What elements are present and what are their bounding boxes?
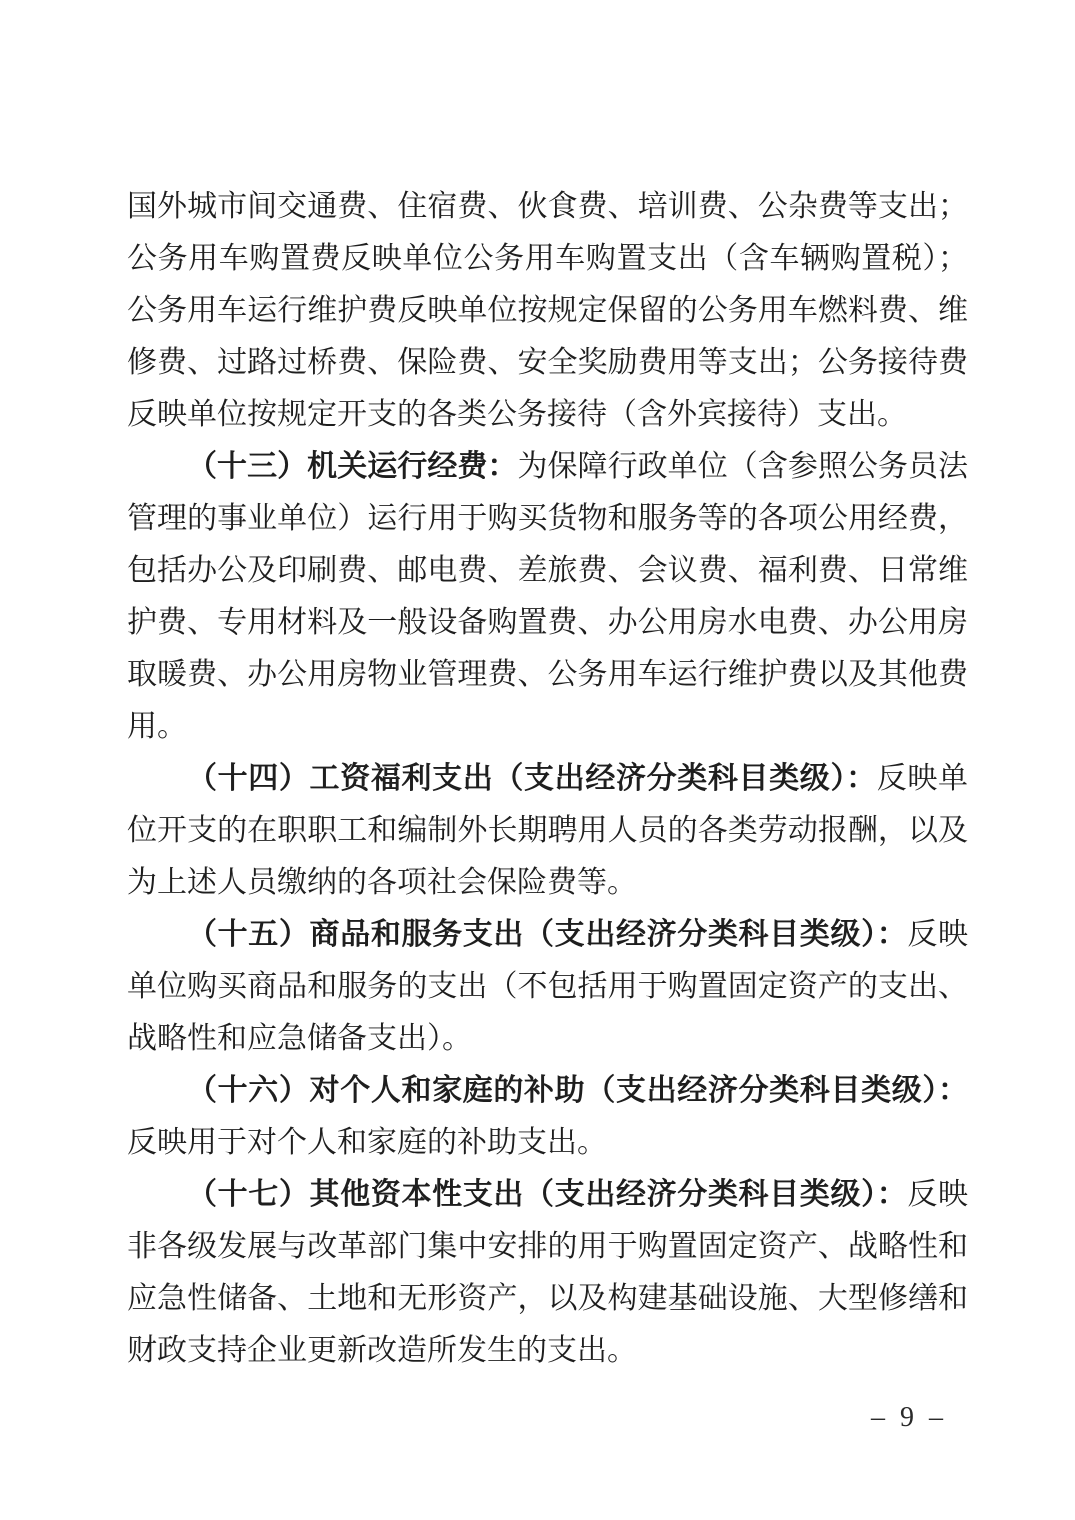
paragraph	[127, 441, 968, 753]
section-heading: （十七）其他资本性支出（支出经济分类科目类级）：	[187, 1178, 908, 1211]
body-text: 反映单位购买商品和服务的支出（不包括用于购置固定资产的支出、战略性和应急储备支出）。	[127, 918, 968, 1055]
body-text: 反映单位开支的在职职工和编制外长期聘用人员的各类劳动报酬，以及为上述人员缴纳的各项社会保险费等。	[127, 762, 969, 899]
paragraph	[127, 909, 968, 1065]
paragraph	[127, 753, 968, 909]
section-heading: （十四）工资福利支出（支出经济分类科目类级）：	[187, 762, 877, 795]
body-text: 为保障行政单位（含参照公务员法管理的事业单位）运行用于购买货物和服务等的各项公用经费，包括办公及印刷费、邮电费、差旅费、会议费、福利费、日常维护费、专用材料及一般设备购置费、办公用房水电费、办公用房取暖费、办公用房物业管理费、公务用车运行维护费以及其他费用。	[127, 450, 969, 743]
section-heading: （十六）对个人和家庭的补助（支出经济分类科目类级）：	[187, 1074, 968, 1107]
document-body	[127, 181, 968, 1377]
body-text: 国外城市间交通费、住宿费、伙食费、培训费、公杂费等支出；公务用车购置费反映单位公务用车购置支出（含车辆购置税）；公务用车运行维护费反映单位按规定保留的公务用车燃料费、维修费、过路过桥费、保险费、安全奖励费用等支出；公务接待费反映单位按规定开支的各类公务接待（含外宾接待）支出。	[127, 190, 968, 431]
section-heading: （十五）商品和服务支出（支出经济分类科目类级）：	[187, 918, 908, 951]
page-number: – 9 –	[871, 1402, 947, 1433]
section-heading: （十三）机关运行经费：	[187, 450, 518, 483]
body-text: 反映非各级发展与改革部门集中安排的用于购置固定资产、战略性和应急性储备、土地和无形资产，以及构建基础设施、大型修缮和财政支持企业更新改造所发生的支出。	[127, 1178, 968, 1367]
body-text: 反映用于对个人和家庭的补助支出。	[127, 1126, 607, 1159]
paragraph	[127, 1169, 968, 1377]
paragraph	[127, 1065, 968, 1169]
paragraph	[127, 181, 968, 441]
